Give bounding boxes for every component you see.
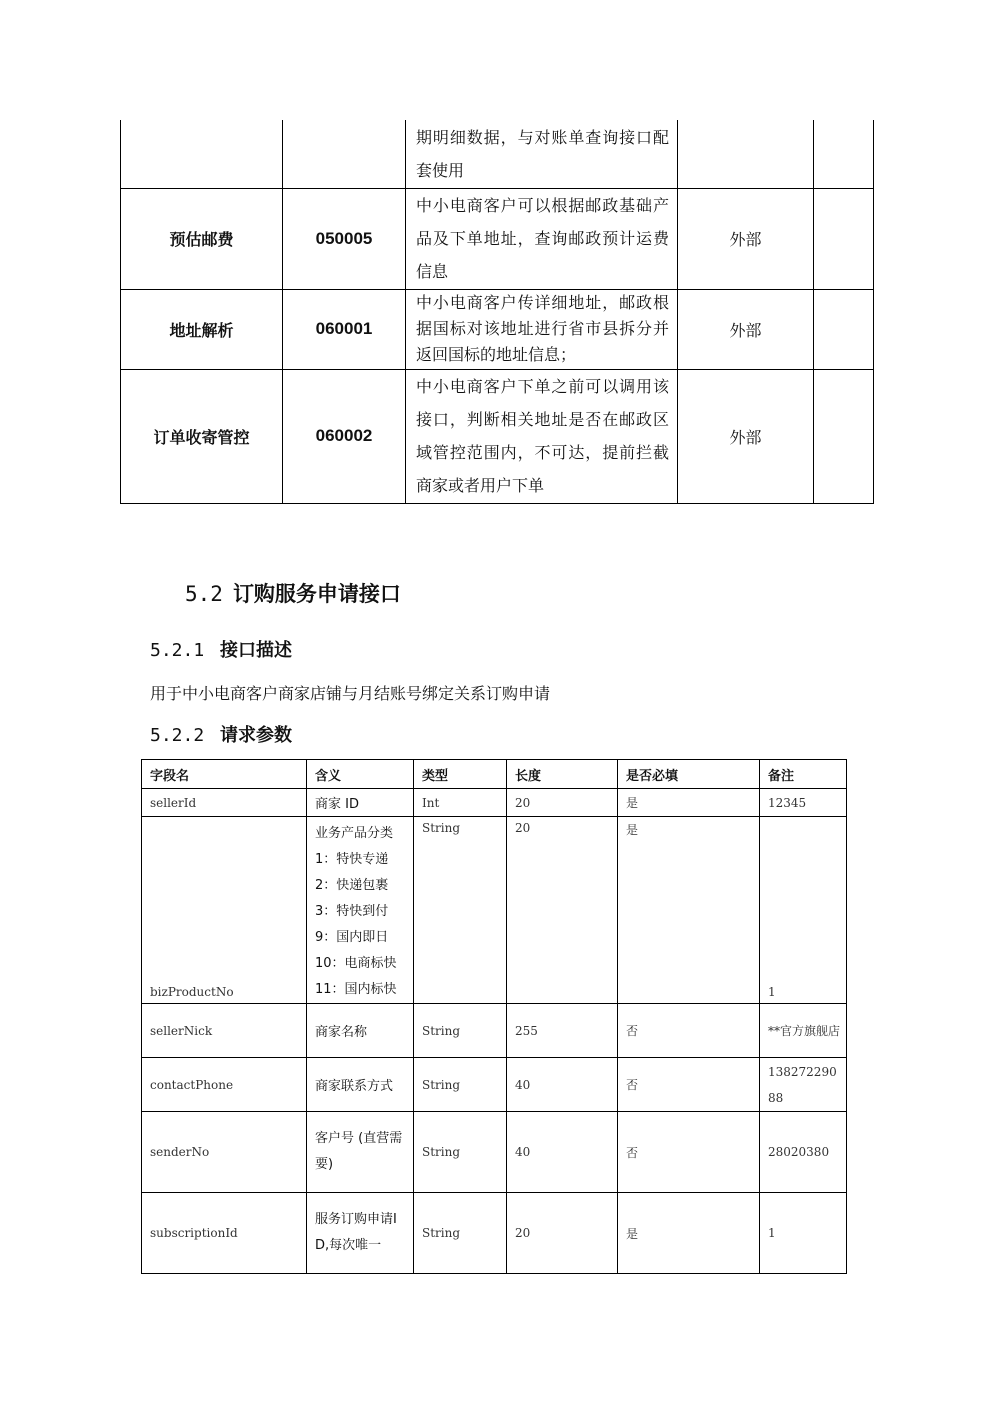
param-length: 20 [507,1193,618,1274]
subsection-number: 5.2.2 [150,725,205,746]
service-code: 050005 [283,188,406,289]
param-length: 40 [507,1058,618,1112]
table-row [142,789,847,817]
table-row [121,120,874,188]
param-field: sellerNick [142,1004,307,1058]
table-row [142,1112,847,1193]
param-meaning: 服务订购申请ID,每次唯一 [307,1193,414,1274]
param-type: String [414,1058,507,1112]
service-desc: 中小电商客户传详细地址，邮政根据国标对该地址进行省市县拆分并返回国标的地址信息； [406,289,678,369]
header-required: 是否必填 [618,760,760,789]
param-meaning: 商家 ID [307,789,414,817]
param-meaning: 客户号 (直营需要) [307,1112,414,1193]
service-code: 060002 [283,369,406,503]
param-field: senderNo [142,1112,307,1193]
param-note: 12345 [760,789,847,817]
subsection-heading [150,721,292,747]
param-note: **官方旗舰店 [760,1004,847,1058]
param-required: 否 [618,1004,760,1058]
request-params-table [141,759,847,1274]
param-type: String [414,1193,507,1274]
param-type: Int [414,789,507,817]
param-required: 否 [618,1112,760,1193]
param-meaning-title: 业务产品分类 [315,826,394,841]
param-type: String [414,1112,507,1193]
service-name: 预估邮费 [121,188,283,289]
param-note: 1 [760,1193,847,1274]
section-title: 订购服务申请接口 [232,582,401,606]
param-required: 是 [618,817,760,1004]
table-row [121,188,874,289]
service-desc: 期明细数据，与对账单查询接口配套使用 [406,120,678,188]
service-name [121,120,283,188]
param-field: contactPhone [142,1058,307,1112]
service-note [814,188,874,289]
service-name: 订单收寄管控 [121,369,283,503]
param-note: 1 [760,817,847,1004]
param-meaning: 商家联系方式 [307,1058,414,1112]
param-type: String [414,1004,507,1058]
param-required: 是 [618,789,760,817]
param-length: 255 [507,1004,618,1058]
header-length: 长度 [507,760,618,789]
table-row [121,369,874,503]
table-header-row [142,760,847,789]
subsection-heading [150,636,292,662]
param-note: 28020380 [760,1112,847,1193]
service-note [814,289,874,369]
section-heading [185,578,401,608]
header-note: 备注 [760,760,847,789]
param-field: subscriptionId [142,1193,307,1274]
param-type: String [414,817,507,1004]
param-length: 20 [507,817,618,1004]
param-note: 13827229088 [760,1058,847,1112]
param-required: 否 [618,1058,760,1112]
header-type: 类型 [414,760,507,789]
service-code: 060001 [283,289,406,369]
category-item: 9：国内即日 [315,930,389,945]
interface-description: 用于中小电商客户商家店铺与月结账号绑定关系订购申请 [150,684,551,703]
service-note [814,120,874,188]
service-desc: 中小电商客户可以根据邮政基础产品及下单地址，查询邮政预计运费信息 [406,188,678,289]
table-row [142,1004,847,1058]
table-row [142,1058,847,1112]
service-scope [678,120,814,188]
table-row [121,289,874,369]
table-row [142,817,847,1004]
param-meaning: 商家名称 [307,1004,414,1058]
param-field: sellerId [142,789,307,817]
category-item: 1：特快专递 [315,852,389,867]
service-scope: 外部 [678,289,814,369]
param-length: 40 [507,1112,618,1193]
service-list-table [120,120,874,504]
param-length: 20 [507,789,618,817]
subsection-title: 接口描述 [220,640,292,661]
param-field: bizProductNo [142,817,307,1004]
header-meaning: 含义 [307,760,414,789]
category-item: 2：快递包裹 [315,878,389,893]
subsection-title: 请求参数 [220,725,292,746]
param-meaning [307,817,414,1004]
header-field: 字段名 [142,760,307,789]
section-number: 5.2 [185,582,223,606]
subsection-number: 5.2.1 [150,640,205,661]
service-scope: 外部 [678,188,814,289]
service-desc: 中小电商客户下单之前可以调用该接口，判断相关地址是否在邮政区域管控范围内，不可达，提前拦截商家或者用户下单 [406,369,678,503]
service-name: 地址解析 [121,289,283,369]
table-row [142,1193,847,1274]
service-code [283,120,406,188]
service-scope: 外部 [678,369,814,503]
category-item: 11：国内标快 [315,982,397,997]
service-note [814,369,874,503]
category-item: 10：电商标快 [315,956,397,971]
param-required: 是 [618,1193,760,1274]
category-item: 3：特快到付 [315,904,389,919]
